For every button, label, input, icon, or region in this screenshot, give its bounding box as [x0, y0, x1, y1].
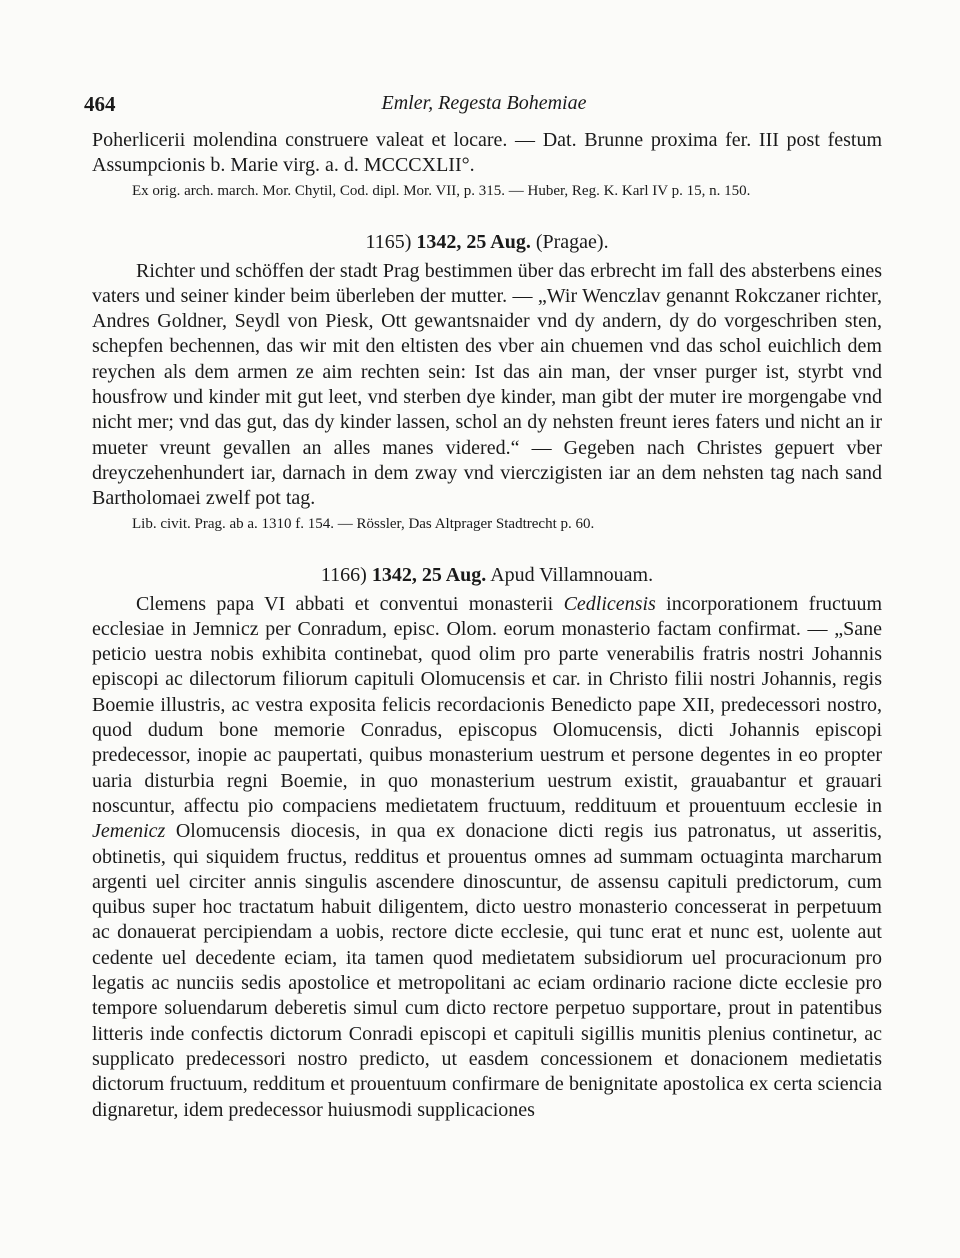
entry-summary-1165: Richter und schöffen der stadt Prag bestimmen über das erbrecht im fall des absterbens eines vaters und seiner kinder beim überleben der mutter. — „Wir Wenczlav genannt Rokczaner richter, Andres Goldner, Seydl von Piesk, Ott gewantsnaider vnd dy andern, dy do vorgeschriben sten, schepfen bechennen, das wir mit den eltisten des vber ain chuemen vnd das schol euichlich dem reychen als dem armen ze aim rechten sein: Ist das ain man, der vnser purger ist, styrbt vnd housfrow und kinder mit gut leet, vnd sterben dye kinder, man gibt der muter ire morgengabe vnd nicht mer; vnd das gut, das dy kinder lassen, schol an dy nehsten freunt ieres faters und nicht an ir mueter vreunt gevallen an alles manes videred.“ — Gegeben nach Christes gepuert vber dreyczehenhundert iar, darnach in dem zway vnd vierczigisten iar an dem nehsten tag nach sand Bartholomaei zwelf pot tag. — [92, 259, 882, 510]
entry-number: 1166) — [320, 563, 367, 586]
text-segment: Olomucensis diocesis, in qua ex donacione dicti regis ius patronatus, ut asseritis, obtinetis, qui siquidem fructus, redditus et prouentus omnes ad summam octuaginta marcharum argenti uel circiter annis singulis ascendere dinoscuntur, de assensu capituli predictorum, cum quibus super hoc tractatum habuit diligentem, dicto uestro monasterio concesserat in perpetuum ac donauerat percipiendam a uobis, rectore dicte ecclesie, qui tunc erat et nunc est, uolente aut cedente uel decedente eciam, ita tamen quod medietatem subsidiorum uel procuracionum pro legatis ac nunciis sedis apostolice et metropolitani ac eciam ordinario racione dicte ecclesie pro tempore soluendarum deberetis simul cum dicto rectore perpetuo supportare, prout in patentibus litteris inde confectis dictorum Conradi episcopi et capituli sigillis munitis plenius continetur, ac supplicato predecessori nostro predicto, ut easdem concessionem et donacionem medietatis dictorum fructuum, redditum et prouentuum confirmare de benignitate apostolica ex certa sciencia dignaretur, idem predecessor huiusmodi supplicaciones — [92, 820, 882, 1121]
continuation-source: Ex orig. arch. march. Mor. Chytil, Cod. dipl. Mor. VII, p. 315. — Huber, Reg. K. Karl IV p. 15, n. 150. — [132, 182, 751, 199]
page-header — [84, 92, 884, 120]
entry-source-1165: Lib. civit. Prag. ab a. 1310 f. 154. — Rössler, Das Altprager Stadtrecht p. 60. — [132, 515, 595, 532]
entry-date: 1342, 25 Aug. — [416, 230, 531, 253]
entry-place: (Pragae). — [535, 230, 609, 253]
entry-date: 1342, 25 Aug. — [371, 563, 487, 586]
running-title: Emler, Regesta Bohemiae — [381, 92, 587, 114]
entry-heading-1166 — [92, 564, 882, 587]
page-number: 464 — [84, 92, 116, 116]
entry-heading-1165 — [92, 231, 882, 254]
entry-number: 1165) — [365, 230, 412, 253]
continuation-text: Poherlicerii molendina construere valeat et locare. — Dat. Brunne proxima fer. III post festum Assumpcionis b. Marie virg. a. d. MCCCXLII°. — [92, 129, 882, 177]
entry-place: Apud Villamnouam. — [490, 563, 654, 586]
page-body — [92, 128, 882, 1123]
text-segment: Clemens papa VI abbati et conventui monasterii — [136, 592, 564, 615]
italic-place-name: Cedlicensis — [563, 592, 656, 615]
italic-place-name: Jemenicz — [92, 820, 166, 843]
text-segment: incorporationem fructuum ecclesiae in Jemnicz per Conradum, episc. Olom. eorum monasterio factam confirmat. — „Sane peticio uestra nobis exhibita continebat, quod olim pro parte venerabilis fratris nostri Johannis episcopi ac dilectorum filiorum capituli Olomucensis et car. in Christo filii nostri Johannis, regis Boemie illustris, ac vestra exposita felicis recordacionis Benedicto pape XII, predecessori nostro, quod dudum bone memorie Conradus, episcopus Olomucensis, dicti Johannis episcopi predecessor, inopie ac paupertati, quibus monasterium uestrum et persone degentes in eo propter uaria disturbia regni Boemie, in quo monasterium uestrum existit, grauabantur et grauari noscuntur, affectu pio compaciens medietatem fructuum, reddituum et prouentuum ecclesie in — [92, 592, 882, 817]
entry-text-1166 — [92, 592, 882, 1123]
